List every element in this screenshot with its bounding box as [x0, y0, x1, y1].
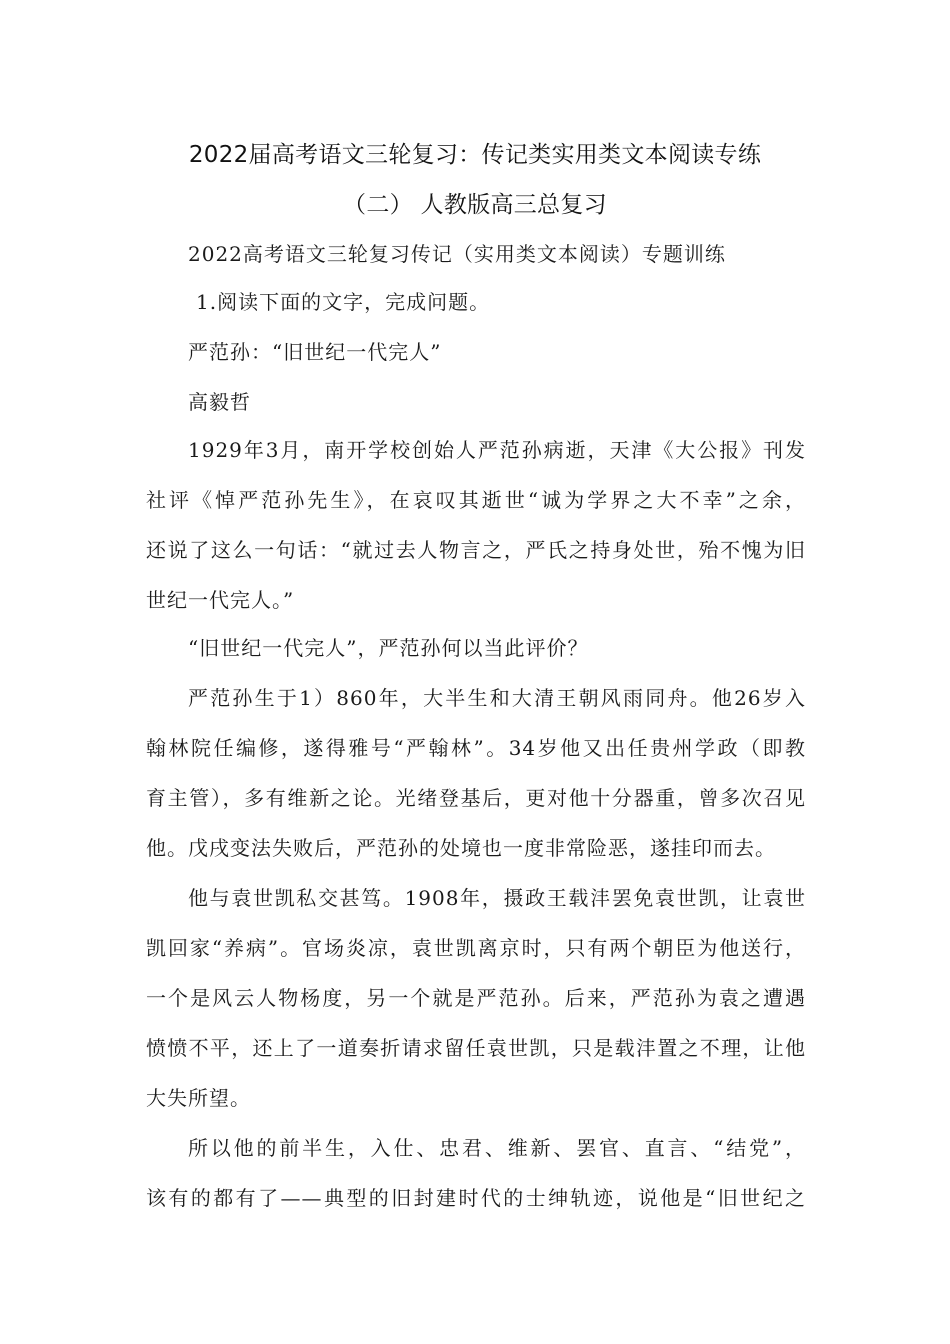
text-line: 一个是风云人物杨度，另一个就是严范孙。后来，严范孙为袁之遭遇 [146, 986, 806, 1010]
text-line: 1929年3月，南开学校创始人严范孙病逝，天津《大公报》刊发 [188, 438, 806, 462]
text-line: 所以他的前半生，入仕、忠君、维新、罢官、直言、“结党”， [188, 1136, 806, 1160]
text-line: 大失所望。 [146, 1086, 251, 1110]
text-line: 他与袁世凯私交甚笃。1908年，摄政王载沣罢免袁世凯，让袁世 [188, 886, 806, 910]
text-line: 1.阅读下面的文字，完成问题。 [196, 290, 491, 314]
text-line: 世纪一代完人。” [146, 588, 295, 612]
text-line: 严范孙：“旧世纪一代完人” [188, 340, 442, 364]
text-line: 育主管），多有维新之论。光绪登基后，更对他十分器重，曾多次召见 [146, 786, 806, 810]
text-line: 凯回家“养病”。官场炎凉，袁世凯离京时，只有两个朝臣为他送行， [146, 936, 806, 960]
text-line: 他。戊戌变法失败后，严范孙的处境也一度非常险恶，遂挂印而去。 [146, 836, 776, 860]
text-line: 社评《悼严范孙先生》，在哀叹其逝世“诚为学界之大不幸”之余， [146, 488, 806, 512]
text-line: “旧世纪一代完人”，严范孙何以当此评价？ [188, 636, 589, 660]
text-line: 严范孙生于1）860年，大半生和大清王朝风雨同舟。他26岁入 [188, 686, 806, 710]
text-line: 愤愤不平，还上了一道奏折请求留任袁世凯，只是载沣置之不理，让他 [146, 1036, 806, 1060]
document-title: 2022届高考语文三轮复习：传记类实用类文本阅读专练 [188, 142, 762, 168]
text-line: 还说了这么一句话：“就过去人物言之，严氏之持身处世，殆不愧为旧 [146, 538, 806, 562]
text-line: 2022高考语文三轮复习传记（实用类文本阅读）专题训练 [188, 242, 726, 266]
text-line: 翰林院任编修，遂得雅号“严翰林”。34岁他又出任贵州学政（即教 [146, 736, 806, 760]
text-line: 高毅哲 [188, 390, 251, 414]
text-line: 该有的都有了——典型的旧封建时代的士绅轨迹，说他是“旧世纪之 [146, 1186, 806, 1210]
document-subtitle: （二） 人教版高三总复习 [343, 192, 607, 218]
